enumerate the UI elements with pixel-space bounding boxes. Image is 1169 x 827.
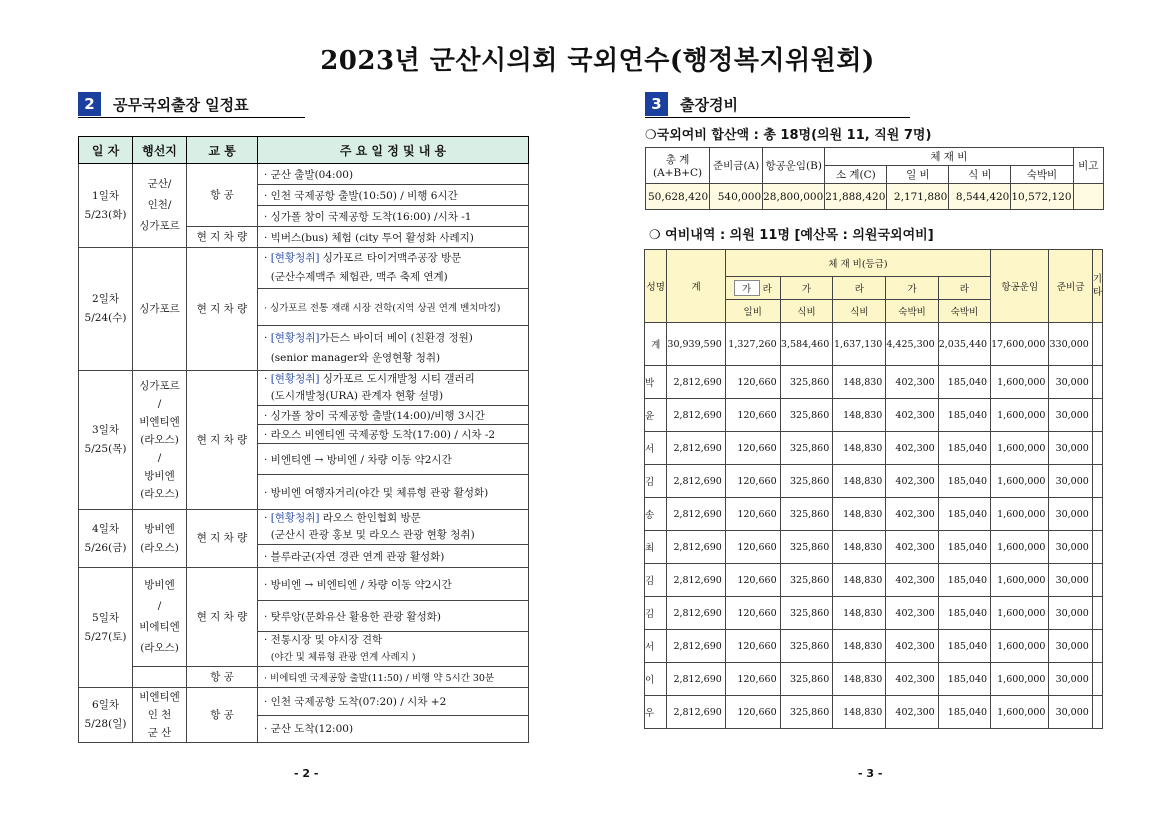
day4-transport: 현 지 차 량 [187, 510, 258, 568]
cell-name: 이 [645, 663, 667, 696]
cell-air: 1,600,000 [991, 630, 1049, 663]
cell-c1: 120,660 [725, 498, 780, 531]
cell-name: 김 [645, 564, 667, 597]
cell-c4: 402,300 [886, 564, 938, 597]
day1-transport-air: 항 공 [187, 164, 258, 227]
th-sub-2: 식비 [780, 300, 833, 323]
cell-reserve: 30,000 [1049, 531, 1092, 564]
cell-total: 2,812,690 [667, 630, 725, 663]
table-row [645, 564, 1103, 597]
cell-total: 2,812,690 [667, 564, 725, 597]
cell-c1: 120,660 [725, 531, 780, 564]
cell-name: 김 [645, 597, 667, 630]
section-3-header [645, 92, 738, 116]
cell-c4: 402,300 [886, 696, 938, 729]
cell-air: 1,600,000 [991, 399, 1049, 432]
h-subtotal: 소 계(C) [825, 166, 887, 184]
cell-c2: 325,860 [780, 432, 833, 465]
page-number-right: - 3 - [858, 767, 883, 780]
cell-total: 2,812,690 [667, 366, 725, 399]
v-reserve: 540,000 [710, 184, 763, 210]
day6-date: 6일차 5/28(일) [79, 688, 133, 743]
cell-reserve: 30,000 [1049, 663, 1092, 696]
day2-event-2: · 싱가포르 전통 재래 시장 견학(지역 상권 연계 벤치마킹) [258, 289, 529, 326]
cell-name: 윤 [645, 399, 667, 432]
cell-reserve: 30,000 [1049, 630, 1092, 663]
day2-date: 2일차 5/24(수) [79, 248, 133, 371]
cell-c3: 148,830 [833, 465, 886, 498]
cell-name: 최 [645, 531, 667, 564]
th-sub-5: 숙박비 [938, 300, 990, 323]
cell-c1: 120,660 [725, 366, 780, 399]
v-total: 50,628,420 [646, 184, 710, 210]
day6-transport: 항 공 [187, 688, 258, 743]
page-number-left: - 2 - [294, 767, 319, 780]
section-2-title: 공무국외출장 일정표 [113, 95, 249, 114]
cell-total: 2,812,690 [667, 531, 725, 564]
cell-c3: 148,830 [833, 498, 886, 531]
total-row: 계 30,939,590 1,327,260 3,584,460 1,637,130 4,425,300 2,035,440 17,600,000 330,000 [645, 323, 1103, 366]
day3-event-1: · [현황청취] 싱가포르 도시개발청 시티 갤러리 (도시개발청(URA) 관계자 현황 설명) [258, 371, 529, 406]
cell-air: 1,600,000 [991, 696, 1049, 729]
cell-c2: 325,860 [780, 465, 833, 498]
cell-c4: 402,300 [886, 531, 938, 564]
th-grade-5: 라 [938, 277, 990, 300]
overseas-total-table [645, 147, 1104, 210]
day1-place: 군산/ 인천/ 싱가포르 [133, 164, 187, 248]
cell-c5: 185,040 [938, 597, 990, 630]
cell-c4: 402,300 [886, 366, 938, 399]
day1-event-2: · 인천 국제공항 출발(10:50) / 비행 6시간 [258, 185, 529, 206]
h-stay: 체 재 비 [825, 148, 1073, 166]
v-air: 28,800,000 [763, 184, 825, 210]
cell-c1: 120,660 [725, 432, 780, 465]
section-2-header [78, 92, 249, 116]
th-sub-1: 일비 [725, 300, 780, 323]
th-grade-3: 라 [833, 277, 886, 300]
day3-event-2: · 싱가폴 창이 국제공항 출발(14:00)/비행 3시간 [258, 406, 529, 425]
document-title: 2023년 군산시의회 국외연수(행정복지위원회) [320, 46, 875, 76]
day1-event-1: · 군산 출발(04:00) [258, 164, 529, 185]
cell-c5: 185,040 [938, 531, 990, 564]
cell-c3: 148,830 [833, 531, 886, 564]
v-subtotal: 21,888,420 [825, 184, 887, 210]
day1-transport-local: 현 지 차 량 [187, 227, 258, 248]
cell-total: 2,812,690 [667, 432, 725, 465]
day4-date: 4일차 5/26(금) [79, 510, 133, 568]
cell-total: 2,812,690 [667, 465, 725, 498]
section-2-number: 2 [78, 92, 101, 116]
cell-reserve: 30,000 [1049, 399, 1092, 432]
day5-place-empty [133, 667, 187, 688]
cell-c2: 325,860 [780, 564, 833, 597]
cell-total: 2,812,690 [667, 399, 725, 432]
cell-c3: 148,830 [833, 663, 886, 696]
cell-c5: 185,040 [938, 465, 990, 498]
day2-event-1: · [현황청취] 싱가포르 타이거맥주공장 방문 (군산수제맥주 체험관, 맥주 축제 연계) [258, 248, 529, 289]
th-stay: 체 재 비(등급) [725, 250, 990, 277]
day4-event-1: · [현황청취] 라오스 한인협회 방문 (군산시 관광 홍보 및 라오스 관광 현황 청취) [258, 510, 529, 545]
h-food: 식 비 [949, 166, 1011, 184]
cell-reserve: 30,000 [1049, 564, 1092, 597]
h-total: 총 계 (A+B+C) [646, 148, 710, 184]
section-3-title: 출장경비 [680, 95, 738, 114]
cell-etc [1092, 399, 1102, 432]
cell-c5: 185,040 [938, 366, 990, 399]
table-row [645, 597, 1103, 630]
cell-c1: 120,660 [725, 663, 780, 696]
cell-c3: 148,830 [833, 630, 886, 663]
cell-c5: 185,040 [938, 399, 990, 432]
cell-c4: 402,300 [886, 399, 938, 432]
cell-c1: 120,660 [725, 696, 780, 729]
th-sub-3: 식비 [833, 300, 886, 323]
day5-place: 방비엔 / 비에티엔 (라오스) [133, 568, 187, 667]
cell-name: 서 [645, 432, 667, 465]
cell-etc [1092, 531, 1102, 564]
cell-total: 2,812,690 [667, 663, 725, 696]
cell-etc [1092, 597, 1102, 630]
cell-c2: 325,860 [780, 498, 833, 531]
table-row [645, 465, 1103, 498]
cell-c2: 325,860 [780, 663, 833, 696]
day3-date: 3일차 5/25(목) [79, 371, 133, 510]
cell-air: 1,600,000 [991, 498, 1049, 531]
cell-c5: 185,040 [938, 663, 990, 696]
cell-reserve: 30,000 [1049, 696, 1092, 729]
section-3-number: 3 [645, 92, 668, 116]
day1-date: 1일차 5/23(화) [79, 164, 133, 248]
day5-date: 5일차 5/27(토) [79, 568, 133, 688]
h-reserve: 준비금(A) [710, 148, 763, 184]
h-air: 항공운임(B) [763, 148, 825, 184]
day5-transport-local: 현 지 차 량 [187, 568, 258, 667]
day3-place: 싱가포르 / 비엔티엔 (라오스) / 방비엔 (라오스) [133, 371, 187, 510]
cell-air: 1,600,000 [991, 366, 1049, 399]
cell-c1: 120,660 [725, 399, 780, 432]
section-3-underline [645, 117, 910, 118]
h-lodging: 숙박비 [1011, 166, 1073, 184]
cell-air: 1,600,000 [991, 531, 1049, 564]
cell-c3: 148,830 [833, 597, 886, 630]
cell-c2: 325,860 [780, 630, 833, 663]
v-remark [1073, 184, 1104, 210]
cell-c3: 148,830 [833, 366, 886, 399]
table-row [645, 432, 1103, 465]
cell-etc [1092, 564, 1102, 597]
cell-c1: 120,660 [725, 564, 780, 597]
cell-c1: 120,660 [725, 630, 780, 663]
table-row [645, 531, 1103, 564]
cell-c4: 402,300 [886, 432, 938, 465]
cell-etc [1092, 465, 1102, 498]
cell-name: 서 [645, 630, 667, 663]
cell-c5: 185,040 [938, 564, 990, 597]
cell-name: 김 [645, 465, 667, 498]
schedule-table [78, 136, 529, 743]
cell-etc [1092, 366, 1102, 399]
cell-air: 1,600,000 [991, 597, 1049, 630]
cell-c4: 402,300 [886, 663, 938, 696]
table-row [645, 498, 1103, 531]
cell-etc [1092, 630, 1102, 663]
table-row [645, 663, 1103, 696]
th-total: 계 [667, 250, 725, 323]
cell-c4: 402,300 [886, 630, 938, 663]
table-row [645, 366, 1103, 399]
cell-etc [1092, 663, 1102, 696]
cell-air: 1,600,000 [991, 432, 1049, 465]
cell-reserve: 30,000 [1049, 597, 1092, 630]
th-air: 항공운임 [991, 250, 1049, 323]
cell-air: 1,600,000 [991, 663, 1049, 696]
v-food: 8,544,420 [949, 184, 1011, 210]
day2-transport: 현 지 차 량 [187, 248, 258, 371]
cell-etc [1092, 432, 1102, 465]
cell-c1: 120,660 [725, 465, 780, 498]
day4-place: 방비엔 (라오스) [133, 510, 187, 568]
cell-c2: 325,860 [780, 597, 833, 630]
day6-event-1: · 인천 국제공항 도착(07:20) / 시차 +2 [258, 688, 529, 716]
day5-event-4: · 비에티엔 국제공항 출발(11:50) / 비행 약 5시간 30분 [258, 667, 529, 688]
cell-c5: 185,040 [938, 696, 990, 729]
cell-c3: 148,830 [833, 564, 886, 597]
cell-c3: 148,830 [833, 696, 886, 729]
day3-event-4: · 비엔티엔 → 방비엔 / 차량 이동 약2시간 [258, 444, 529, 475]
day6-place: 비엔티엔 인 천 군 산 [133, 688, 187, 743]
th-grade-4: 가 [886, 277, 938, 300]
h-daily: 일 비 [887, 166, 949, 184]
day5-event-3: · 전통시장 및 야시장 견학 (야간 및 체류형 관광 연계 사례지 ) [258, 632, 529, 667]
cell-c4: 402,300 [886, 498, 938, 531]
header-transport: 교 통 [187, 137, 258, 164]
table-row [645, 399, 1103, 432]
th-name: 성명 [645, 250, 667, 323]
cell-air: 1,600,000 [991, 465, 1049, 498]
cell-etc [1092, 696, 1102, 729]
day4-event-2: · 블루라군(자연 경관 연계 관광 활성화) [258, 545, 529, 568]
cell-total: 2,812,690 [667, 696, 725, 729]
day6-event-2: · 군산 도착(12:00) [258, 715, 529, 743]
table-row [645, 630, 1103, 663]
h-remark: 비고 [1073, 148, 1104, 184]
cell-c1: 120,660 [725, 597, 780, 630]
v-lodging: 10,572,120 [1011, 184, 1073, 210]
header-place: 행선지 [133, 137, 187, 164]
day2-event-3: · [현황청취]가든스 바이더 베이 (친환경 정원) (senior manager와 운영현황 청취) [258, 326, 529, 371]
cell-c2: 325,860 [780, 366, 833, 399]
cell-reserve: 30,000 [1049, 432, 1092, 465]
cell-name: 우 [645, 696, 667, 729]
cell-etc [1092, 498, 1102, 531]
cell-reserve: 30,000 [1049, 366, 1092, 399]
cell-c3: 148,830 [833, 399, 886, 432]
day3-transport: 현 지 차 량 [187, 371, 258, 510]
cell-c2: 325,860 [780, 696, 833, 729]
cell-c4: 402,300 [886, 465, 938, 498]
th-grade-2: 가 [780, 277, 833, 300]
header-content: 주 요 일 정 및 내 용 [258, 137, 529, 164]
cell-name: 박 [645, 366, 667, 399]
day1-event-4: · 빅버스(bus) 체험 (city 투어 활성화 사례지) [258, 227, 529, 248]
schedule-header-row [79, 137, 529, 164]
travel-detail-note: ❍ 여비내역 : 의원 11명 [예산목 : 의원국외여비] [649, 228, 934, 243]
cell-c4: 402,300 [886, 597, 938, 630]
header-date: 일 자 [79, 137, 133, 164]
th-sub-4: 숙박비 [886, 300, 938, 323]
section-2-underline [78, 117, 305, 118]
day5-event-1: · 방비엔 → 비엔티엔 / 차량 이동 약2시간 [258, 568, 529, 601]
cell-c5: 185,040 [938, 432, 990, 465]
th-grade-1: 가 라 [725, 277, 780, 300]
cell-air: 1,600,000 [991, 564, 1049, 597]
cell-c5: 185,040 [938, 498, 990, 531]
cell-reserve: 30,000 [1049, 465, 1092, 498]
cell-name: 송 [645, 498, 667, 531]
day5-transport-air: 항 공 [187, 667, 258, 688]
cell-reserve: 30,000 [1049, 498, 1092, 531]
day1-event-3: · 싱가폴 창이 국제공항 도착(16:00) /시차 -1 [258, 206, 529, 227]
day2-place: 싱가포르 [133, 248, 187, 371]
cell-c2: 325,860 [780, 399, 833, 432]
day3-event-3: · 라오스 비엔티엔 국제공항 도착(17:00) / 시차 -2 [258, 425, 529, 444]
cell-c2: 325,860 [780, 531, 833, 564]
day5-event-2: · 탓루앙(문화유산 활용한 관광 활성화) [258, 601, 529, 632]
cell-total: 2,812,690 [667, 498, 725, 531]
overseas-total-note: ❍국외여비 합산액 : 총 18명(의원 11, 직원 7명) [645, 128, 932, 143]
day3-event-5: · 방비엔 여행자거리(야간 및 체류형 관광 활성화) [258, 475, 529, 510]
th-etc: 기타 [1092, 250, 1102, 323]
table-row [645, 696, 1103, 729]
th-reserve: 준비금 [1049, 250, 1092, 323]
cell-total: 2,812,690 [667, 597, 725, 630]
cell-c3: 148,830 [833, 432, 886, 465]
travel-detail-table [644, 249, 1103, 729]
cell-c5: 185,040 [938, 630, 990, 663]
v-daily: 2,171,880 [887, 184, 949, 210]
